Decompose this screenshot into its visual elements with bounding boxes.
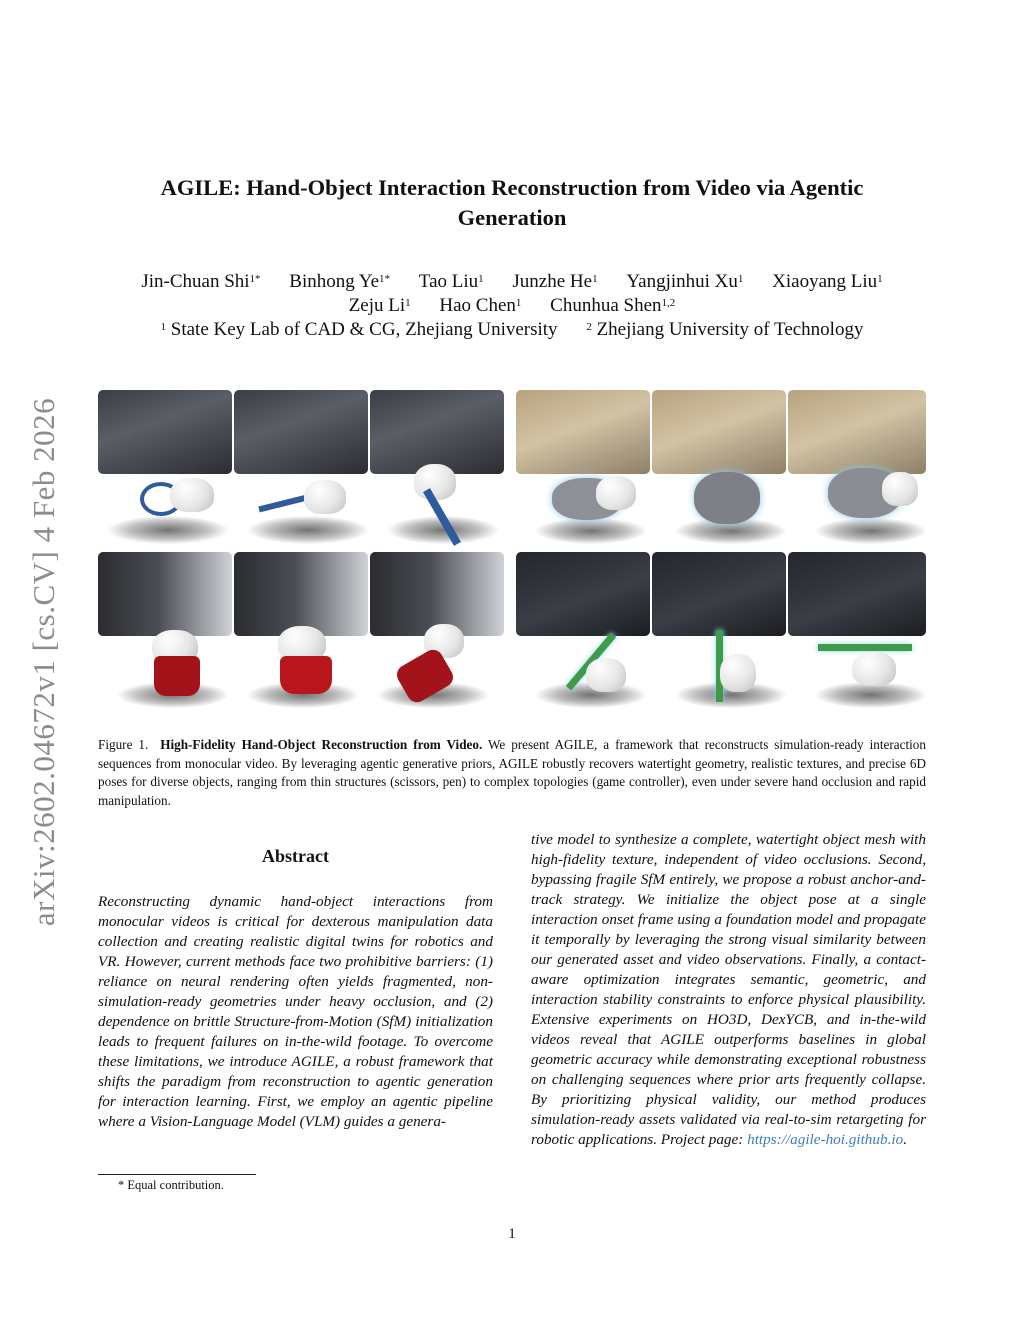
title-line-2: Generation: [457, 205, 567, 230]
video-frame-scissors-3: [370, 390, 504, 474]
video-frame-scissors-2: [234, 390, 368, 474]
abstract-left-column: Reconstructing dynamic hand-object interactions from monocular videos is critical for dexterous manipulation data collection and creating realistic digital twins for robotics and VR. However, current methods face two prohibitive barriers: (1) reliance on neural rendering often yields fragmented, non-simulation-ready geometries under heavy occlusion, and (2) dependence on brittle Structure-from-Motion (SfM) initialization leads to frequent failures on in-the-wild footage. To overcome these limitations, we introduce AGILE, a robust framework that shifts the paradigm from reconstruction to agentic generation for interaction learning. First, we employ an agentic pipeline where a Vision-Language Model (VLM) guides a genera-: [98, 893, 493, 1130]
mug-icon: [280, 656, 332, 694]
author-list-line-1: [100, 270, 924, 293]
affiliations: [100, 318, 924, 341]
author: Junzhe He$^1$: [512, 271, 598, 292]
hand-render-icon: [882, 472, 918, 506]
video-frame-mug-1: [98, 552, 232, 636]
arxiv-stamp: arXiv:2602.04672v1 [cs.CV] 4 Feb 2026: [26, 397, 61, 927]
hand-render-icon: [596, 476, 636, 510]
project-page-link[interactable]: https://agile-hoi.github.io: [747, 1131, 904, 1148]
abstract-right-text: tive model to synthesize a complete, watertight object mesh with high-fidelity texture, independent of video occlusions. Second, bypassing fragile SfM entirely, we propose a robust anchor-and-track strategy. We initialize the object pose at a single interaction onset frame using a foundation model and propagate it temporally by leveraging the strong visual similarity between our generated asset and video observations. Finally, a contact-aware optimization integrates semantic, geometric, and interaction stability constraints to enforce physical plausibility. Extensive experiments on HO3D, DexYCB, and in-the-wild videos reveal that AGILE outperforms baselines in global geometric accuracy while demonstrating exceptional robustness on challenging sequences where prior arts frequently collapse. By prioritizing physical validity, our method produces simulation-ready assets validated via real-to-sim retargeting for robotic applications. Project page:: [531, 831, 926, 1148]
hand-render-icon: [720, 654, 756, 692]
author-list-line-2: [100, 294, 924, 317]
hand-render-icon: [414, 464, 456, 500]
author: Yangjinhui Xu$^1$: [626, 271, 744, 292]
title-line-1: AGILE: Hand-Object Interaction Reconstruction from Video via Agentic: [160, 175, 864, 200]
author: Xiaoyang Liu$^1$: [772, 271, 883, 292]
author: Tao Liu$^1$: [418, 271, 484, 292]
video-frame-controller-1: [516, 390, 650, 474]
hand-render-icon: [304, 480, 346, 514]
game-controller-icon: [694, 472, 760, 524]
affiliation: $^2$ Zhejiang University of Technology: [586, 319, 864, 340]
figure-caption-text: We present AGILE, a framework that reconstructs simulation-ready interaction sequences from monocular video. By leveraging agentic generative priors, AGILE robustly recovers watertight geometry, realistic textures, and precise 6D poses for diverse objects, ranging from thin structures (scissors, pen) to complex topologies (game controller), even under severe hand occlusion and rapid manipulation.: [98, 737, 926, 808]
figure-1: [98, 388, 926, 710]
render-pen: [516, 638, 926, 710]
author: Jin-Chuan Shi$^{1*}$: [141, 271, 261, 292]
figure-caption: [98, 736, 926, 810]
author: Chunhua Shen$^{1,2}$: [550, 295, 676, 316]
footnote: * Equal contribution.: [118, 1178, 224, 1192]
video-frame-pen-1: [516, 552, 650, 636]
abstract-heading: Abstract: [262, 846, 329, 866]
video-frame-scissors-1: [98, 390, 232, 474]
hand-render-icon: [170, 478, 214, 512]
author: Hao Chen$^1$: [439, 295, 522, 316]
author: Binhong $Ye^{1*}$: [289, 271, 391, 292]
mug-icon: [154, 656, 200, 696]
render-scissors: [98, 476, 504, 548]
footnote-rule: [98, 1174, 256, 1175]
affiliation: $^1$ State Key Lab of CAD & CG, Zhejiang University: [160, 319, 558, 340]
page-number: 1: [508, 1226, 516, 1242]
author: Zeju Li$^1$: [348, 295, 411, 316]
figure-bold-title: High-Fidelity Hand-Object Reconstruction from Video.: [160, 737, 483, 752]
hand-render-icon: [852, 652, 896, 686]
pen-icon: [818, 644, 912, 651]
paper-title: [120, 173, 904, 233]
video-frame-controller-3: [788, 390, 926, 474]
render-controller: [516, 476, 926, 548]
hand-render-icon: [586, 658, 626, 692]
video-frame-controller-2: [652, 390, 786, 474]
render-mug: [98, 638, 504, 710]
figure-label: Figure 1.: [98, 737, 149, 752]
video-frame-pen-2: [652, 552, 786, 636]
video-frame-pen-3: [788, 552, 926, 636]
video-frame-mug-2: [234, 552, 368, 636]
abstract-right-column: tive model to synthesize a complete, watertight object mesh with high-fidelity texture, independent of video occlusions. Second, bypassing fragile SfM entirely, we propose a robust anchor-and-track strategy. We initialize the object pose at a single interaction onset frame using a foundation model and propagate it temporally by leveraging the strong visual similarity between our generated asset and video observations. Finally, a contact-aware optimization integrates semantic, geometric, and interaction stability constraints to enforce physical plausibility. Extensive experiments on HO3D, DexYCB, and in-the-wild videos reveal that AGILE outperforms baselines in global geometric accuracy while demonstrating exceptional robustness on challenging sequences where prior arts frequently collapse. By prioritizing physical validity, our method produces simulation-ready assets validated via real-to-sim retargeting for robotic applications. Project page: https://agile-hoi.github.io.: [531, 831, 926, 1148]
